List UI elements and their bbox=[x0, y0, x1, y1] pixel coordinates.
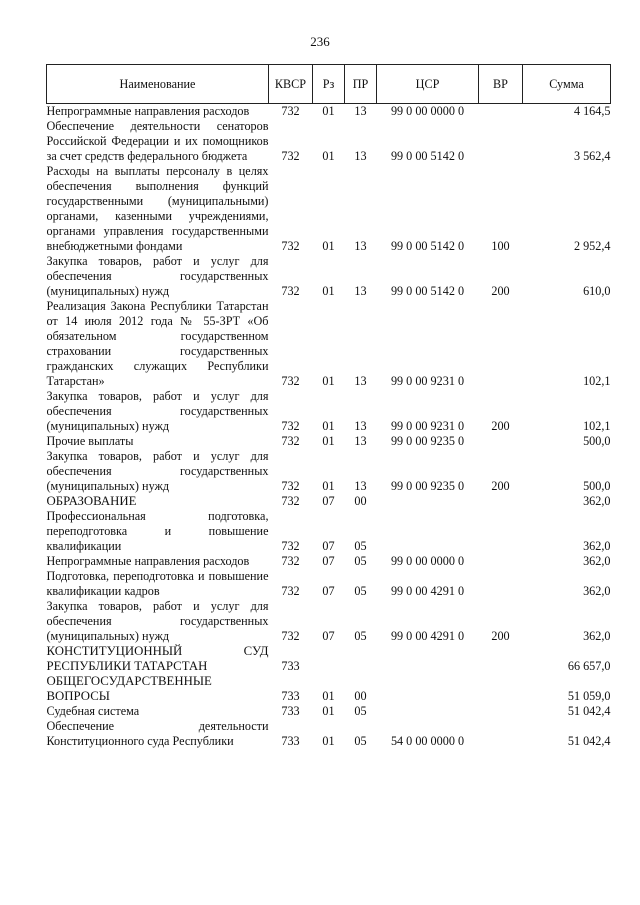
cell-vr bbox=[479, 299, 523, 389]
cell-rz: 01 bbox=[322, 149, 335, 163]
cell-pr: 05 bbox=[354, 704, 367, 718]
budget-table bbox=[46, 64, 611, 749]
page-number: 236 bbox=[310, 34, 330, 49]
cell-sum: 610,0 bbox=[583, 284, 611, 298]
cell-rz bbox=[313, 644, 345, 674]
cell-sum: 51 042,4 bbox=[567, 734, 611, 748]
cell-csr: 99 0 00 4291 0 bbox=[390, 584, 465, 598]
cell-kvsr: 732 bbox=[281, 374, 300, 388]
table-row bbox=[47, 299, 611, 389]
cell-sum: 102,1 bbox=[583, 374, 611, 388]
cell-name: Обеспечение деятельности сенаторов Российской Федерации и их помощников за счет средств федерального бюджета bbox=[46, 119, 269, 163]
cell-kvsr: 732 bbox=[281, 629, 300, 643]
table-row bbox=[47, 164, 611, 254]
table-row bbox=[47, 254, 611, 299]
cell-vr bbox=[479, 104, 523, 120]
cell-name: Подготовка, переподготовка и повышение квалификации кадров bbox=[46, 569, 269, 598]
cell-kvsr: 733 bbox=[281, 689, 300, 703]
cell-pr: 05 bbox=[354, 629, 367, 643]
col-header-kvsr: КВСР bbox=[269, 65, 313, 104]
cell-kvsr: 732 bbox=[281, 434, 300, 448]
cell-vr bbox=[479, 494, 523, 509]
col-header-pr: ПР bbox=[345, 65, 377, 104]
cell-name: Непрограммные направления расходов bbox=[46, 554, 250, 568]
cell-pr: 05 bbox=[354, 554, 367, 568]
cell-vr bbox=[479, 119, 523, 164]
cell-sum: 102,1 bbox=[583, 419, 611, 433]
table-row bbox=[47, 704, 611, 719]
cell-name: КОНСТИТУЦИОННЫЙ СУД РЕСПУБЛИКИ ТАТАРСТАН bbox=[46, 644, 269, 673]
cell-rz: 07 bbox=[322, 629, 335, 643]
cell-vr bbox=[479, 509, 523, 554]
cell-csr bbox=[377, 494, 479, 509]
cell-vr: 100 bbox=[491, 239, 510, 253]
cell-csr: 99 0 00 0000 0 bbox=[390, 104, 465, 118]
cell-vr: 200 bbox=[491, 479, 510, 493]
cell-name: ОБЩЕГОСУДАРСТВЕННЫЕ ВОПРОСЫ bbox=[46, 674, 212, 703]
table-row bbox=[47, 554, 611, 569]
cell-vr: 200 bbox=[491, 284, 510, 298]
cell-csr: 99 0 00 4291 0 bbox=[390, 629, 465, 643]
table-row bbox=[47, 644, 611, 674]
cell-kvsr: 732 bbox=[281, 284, 300, 298]
cell-pr: 13 bbox=[354, 239, 367, 253]
cell-pr: 00 bbox=[354, 494, 367, 508]
cell-kvsr: 732 bbox=[281, 149, 300, 163]
cell-sum: 51 059,0 bbox=[567, 689, 611, 703]
cell-sum: 362,0 bbox=[583, 494, 611, 508]
table-row bbox=[47, 104, 611, 120]
cell-name: Закупка товаров, работ и услуг для обеспечения государственных (муниципальных) нужд bbox=[46, 389, 269, 433]
cell-rz: 01 bbox=[322, 704, 335, 718]
cell-name: Судебная система bbox=[46, 704, 140, 718]
cell-name: Реализация Закона Республики Татарстан от 14 июля 2012 года № 55-ЗРТ «Об обязательном государственном страховании государственных гражданских служащих Республики Татарстан» bbox=[46, 299, 269, 388]
cell-pr: 05 bbox=[354, 734, 367, 748]
cell-csr: 99 0 00 5142 0 bbox=[390, 284, 465, 298]
cell-pr: 00 bbox=[354, 689, 367, 703]
cell-pr: 05 bbox=[354, 539, 367, 553]
cell-rz: 01 bbox=[322, 479, 335, 493]
cell-sum: 66 657,0 bbox=[567, 659, 611, 673]
cell-rz: 01 bbox=[322, 434, 335, 448]
cell-pr: 13 bbox=[354, 419, 367, 433]
cell-kvsr: 732 bbox=[281, 554, 300, 568]
cell-kvsr: 732 bbox=[281, 104, 300, 118]
table-header-row bbox=[47, 65, 611, 104]
cell-csr: 99 0 00 5142 0 bbox=[390, 239, 465, 253]
cell-name: ОБРАЗОВАНИЕ bbox=[46, 494, 137, 508]
cell-pr: 13 bbox=[354, 284, 367, 298]
cell-kvsr: 732 bbox=[281, 584, 300, 598]
table-row bbox=[47, 719, 611, 749]
cell-vr bbox=[479, 554, 523, 569]
cell-sum: 362,0 bbox=[583, 584, 611, 598]
cell-vr bbox=[479, 434, 523, 449]
cell-rz: 01 bbox=[322, 689, 335, 703]
cell-pr: 05 bbox=[354, 584, 367, 598]
cell-vr bbox=[479, 569, 523, 599]
cell-sum: 362,0 bbox=[583, 539, 611, 553]
cell-sum: 51 042,4 bbox=[567, 704, 611, 718]
cell-rz: 07 bbox=[322, 494, 335, 508]
cell-kvsr: 732 bbox=[281, 494, 300, 508]
cell-name: Закупка товаров, работ и услуг для обеспечения государственных (муниципальных) нужд bbox=[46, 599, 269, 643]
cell-rz: 01 bbox=[322, 734, 335, 748]
col-header-csr: ЦСР bbox=[377, 65, 479, 104]
cell-csr bbox=[377, 509, 479, 554]
cell-pr: 13 bbox=[354, 149, 367, 163]
cell-rz: 01 bbox=[322, 284, 335, 298]
cell-csr: 99 0 00 9235 0 bbox=[390, 479, 465, 493]
cell-sum: 500,0 bbox=[583, 479, 611, 493]
cell-csr: 99 0 00 5142 0 bbox=[390, 149, 465, 163]
cell-vr bbox=[479, 719, 523, 749]
table-row bbox=[47, 494, 611, 509]
cell-vr: 200 bbox=[491, 419, 510, 433]
cell-name: Расходы на выплаты персоналу в целях обеспечения выполнения функций государственными (муниципальными) органами, казенными учреждениями, органами управления государственными внебюджетными фондами bbox=[46, 164, 269, 253]
cell-kvsr: 733 bbox=[281, 659, 300, 673]
col-header-vr: ВР bbox=[479, 65, 523, 104]
cell-kvsr: 732 bbox=[281, 419, 300, 433]
cell-csr: 99 0 00 0000 0 bbox=[390, 554, 465, 568]
cell-name: Профессиональная подготовка, переподготовка и повышение квалификации bbox=[46, 509, 269, 553]
table-row bbox=[47, 599, 611, 644]
cell-pr: 13 bbox=[354, 479, 367, 493]
cell-pr: 13 bbox=[354, 104, 367, 118]
cell-rz: 07 bbox=[322, 584, 335, 598]
cell-vr bbox=[479, 674, 523, 704]
table-row bbox=[47, 434, 611, 449]
col-header-sum: Сумма bbox=[523, 65, 611, 104]
cell-pr bbox=[345, 644, 377, 674]
table-row bbox=[47, 509, 611, 554]
cell-pr: 13 bbox=[354, 434, 367, 448]
table-row bbox=[47, 674, 611, 704]
cell-name: Закупка товаров, работ и услуг для обеспечения государственных (муниципальных) нужд bbox=[46, 254, 269, 298]
cell-sum: 3 562,4 bbox=[573, 149, 611, 163]
col-header-name: Наименование bbox=[47, 65, 269, 104]
cell-csr: 54 0 00 0000 0 bbox=[390, 734, 465, 748]
table-row bbox=[47, 389, 611, 434]
cell-csr bbox=[377, 704, 479, 719]
cell-rz: 07 bbox=[322, 554, 335, 568]
cell-rz: 01 bbox=[322, 104, 335, 118]
cell-sum: 4 164,5 bbox=[573, 104, 611, 118]
cell-rz: 07 bbox=[322, 539, 335, 553]
cell-name: Закупка товаров, работ и услуг для обеспечения государственных (муниципальных) нужд bbox=[46, 449, 269, 493]
cell-csr bbox=[377, 674, 479, 704]
cell-rz: 01 bbox=[322, 374, 335, 388]
cell-sum: 362,0 bbox=[583, 554, 611, 568]
cell-vr: 200 bbox=[491, 629, 510, 643]
table-row bbox=[47, 569, 611, 599]
cell-vr bbox=[479, 704, 523, 719]
cell-sum: 500,0 bbox=[583, 434, 611, 448]
cell-pr: 13 bbox=[354, 374, 367, 388]
cell-csr: 99 0 00 9231 0 bbox=[390, 419, 465, 433]
table-body bbox=[47, 104, 611, 750]
cell-rz: 01 bbox=[322, 239, 335, 253]
cell-name: Прочие выплаты bbox=[46, 434, 134, 448]
table-row bbox=[47, 449, 611, 494]
cell-name: Обеспечение деятельности Конституционного суда Республики bbox=[46, 719, 269, 748]
cell-name: Непрограммные направления расходов bbox=[46, 104, 250, 118]
cell-sum: 362,0 bbox=[583, 629, 611, 643]
cell-kvsr: 733 bbox=[281, 734, 300, 748]
cell-rz: 01 bbox=[322, 419, 335, 433]
table-row bbox=[47, 119, 611, 164]
cell-kvsr: 733 bbox=[281, 704, 300, 718]
cell-vr bbox=[479, 644, 523, 674]
cell-csr: 99 0 00 9235 0 bbox=[390, 434, 465, 448]
col-header-rz: Рз bbox=[313, 65, 345, 104]
cell-sum: 2 952,4 bbox=[573, 239, 611, 253]
cell-kvsr: 732 bbox=[281, 239, 300, 253]
cell-csr: 99 0 00 9231 0 bbox=[390, 374, 465, 388]
cell-kvsr: 732 bbox=[281, 479, 300, 493]
cell-csr bbox=[377, 644, 479, 674]
cell-kvsr: 732 bbox=[281, 539, 300, 553]
